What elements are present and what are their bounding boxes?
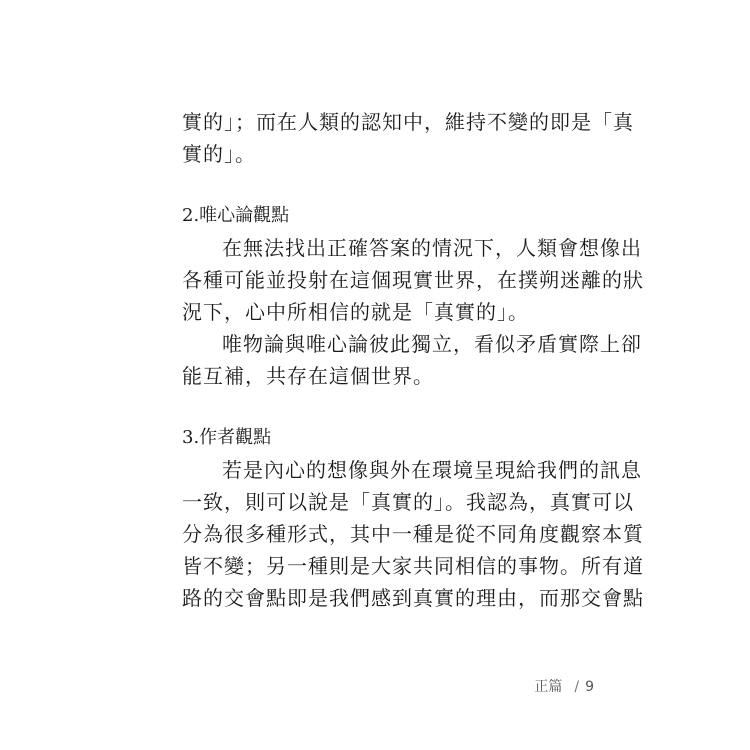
text-line: 能互補，共存在這個世界。 bbox=[182, 364, 434, 388]
text-line: 皆不變；另一種則是大家共同相信的事物。所有道 bbox=[182, 554, 644, 578]
page-footer bbox=[534, 676, 594, 696]
text-line: 路的交會點即是我們感到真實的理由，而那交會點 bbox=[182, 586, 644, 610]
section-heading-idealism: 2.唯心論觀點 bbox=[182, 205, 290, 226]
text-line: 若是內心的想像與外在環境呈現給我們的訊息 bbox=[222, 458, 642, 482]
text-line: 在無法找出正確答案的情況下，人類會想像出 bbox=[222, 236, 642, 260]
text-line: 況下，心中所相信的就是「真實的」。 bbox=[182, 300, 529, 324]
idealism-paragraph-2 bbox=[182, 328, 642, 392]
text-line: 實的」；而在人類的認知中，維持不變的即是「真 bbox=[182, 110, 634, 134]
text-line: 實的」。 bbox=[182, 142, 256, 166]
page-body bbox=[182, 106, 644, 614]
text-line: 各種可能並投射在這個現實世界，在撲朔迷離的狀 bbox=[182, 268, 644, 292]
text-line: 分為很多種形式，其中一種是從不同角度觀察本質 bbox=[182, 522, 644, 546]
idealism-paragraph-1 bbox=[182, 232, 644, 328]
intro-paragraph bbox=[182, 106, 634, 170]
text-line: 唯物論與唯心論彼此獨立，看似矛盾實際上卻 bbox=[222, 332, 642, 356]
footer-separator: / bbox=[574, 679, 580, 695]
section-heading-author: 3.作者觀點 bbox=[182, 427, 272, 448]
footer-section-label: 正篇 bbox=[534, 679, 563, 695]
text-line: 一致，則可以說是「真實的」。我認為，真實可以 bbox=[182, 490, 634, 514]
author-paragraph-1 bbox=[182, 454, 644, 614]
page-number: 9 bbox=[585, 679, 594, 695]
